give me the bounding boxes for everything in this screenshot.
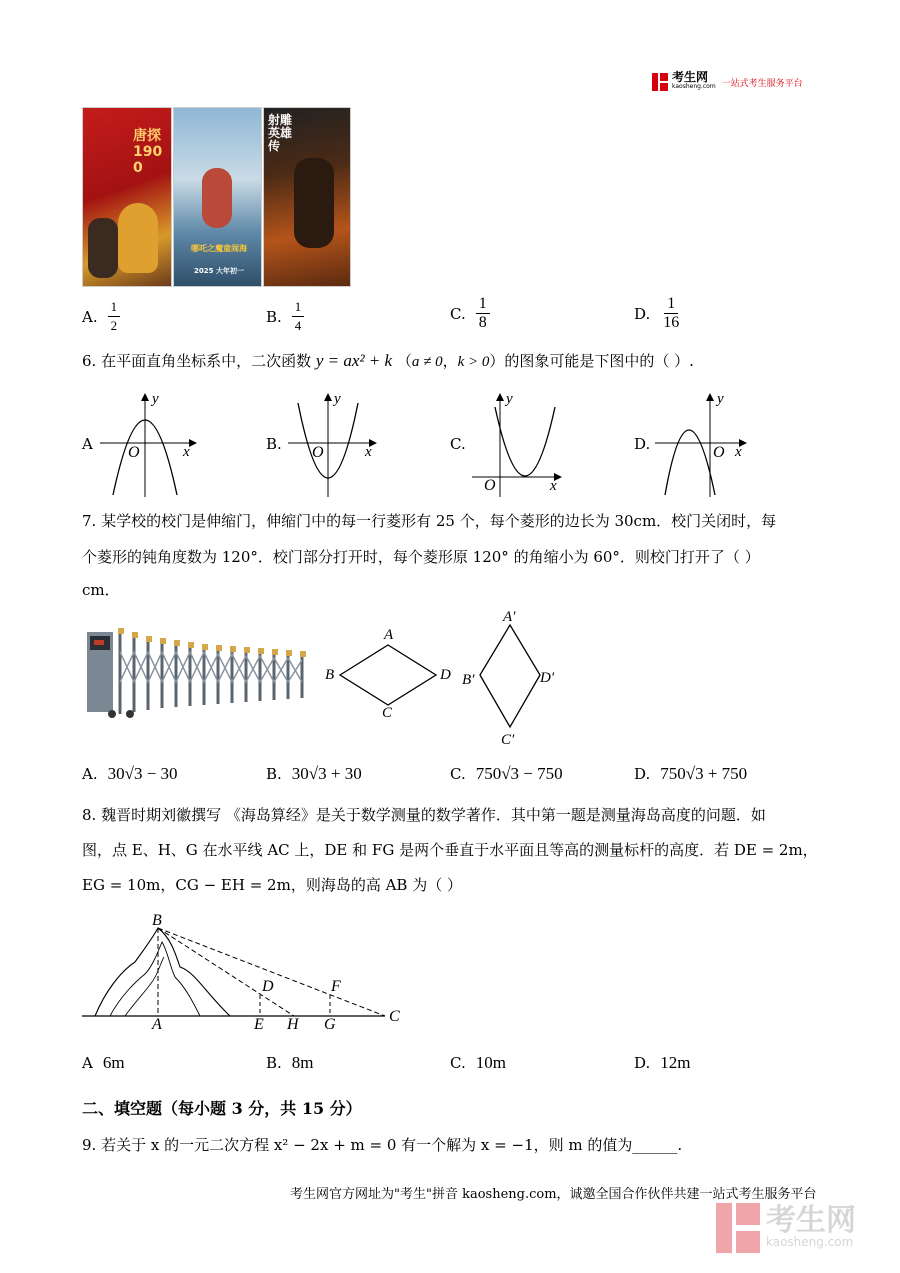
q9-text: 9. 若关于 x 的一元二次方程 x² − 2x + m = 0 有一个解为 x = −1，则 m 的值为______. bbox=[82, 1136, 683, 1154]
header-logo bbox=[652, 72, 803, 92]
q7-option-a[interactable]: A. 30√3 − 30 bbox=[82, 764, 178, 783]
q8-option-a-value: 6m bbox=[102, 1053, 125, 1072]
q8-point-h: H bbox=[287, 1016, 299, 1033]
q7-point-b: B bbox=[325, 667, 335, 683]
q5-option-b-label: B. bbox=[266, 307, 282, 326]
q7-point-a: A bbox=[384, 627, 394, 643]
q5-option-d-frac: $\frac{1}{16}$ bbox=[663, 295, 680, 331]
poster-tang bbox=[82, 107, 172, 287]
poster-title-3: 射雕英雄传 bbox=[268, 113, 293, 153]
q6-func: y = ax² + k bbox=[315, 351, 393, 370]
q6-stem: 6. 在平面直角坐标系中，二次函数 y = ax² + k （a ≠ 0，k > 0）的图象可能是下图中的（ ）. bbox=[82, 351, 694, 370]
q8-point-d: D bbox=[262, 978, 274, 995]
section2-title: 二、填空题（每小题 3 分，共 15 分） bbox=[82, 1099, 362, 1118]
q7-line2: 个菱形的钝角度数为 120°．校门部分打开时，每个菱形原 120° 的角缩小为 60°．则校门打开了（ ） bbox=[82, 548, 760, 566]
poster-nezha bbox=[173, 107, 262, 287]
q7-point-a2: A′ bbox=[503, 609, 516, 625]
q5-option-c-label: C. bbox=[450, 304, 466, 323]
q7-point-b2: B′ bbox=[462, 672, 475, 688]
logo-brand: 考生网 bbox=[672, 70, 709, 84]
q7-option-c-value: 750√3 − 750 bbox=[475, 764, 563, 783]
q8-point-e: E bbox=[254, 1016, 264, 1033]
q8-point-a: A bbox=[152, 1016, 162, 1033]
logo-mark-icon bbox=[652, 73, 668, 91]
q6-graph-b-label: B. bbox=[266, 435, 282, 453]
q7-gate-image bbox=[82, 622, 317, 722]
q6-cond2: k > 0 bbox=[457, 354, 490, 370]
watermark-brand-sub: kaosheng.com bbox=[766, 1235, 854, 1249]
q8-option-a[interactable]: A 6m bbox=[82, 1053, 125, 1072]
q7-option-d-value: 750√3 + 750 bbox=[660, 764, 748, 783]
footer-text: 考生网官方网址为"考生"拼音 kaosheng.com，诚邀全国合作伙伴共建一站式考生服务平台 bbox=[290, 1187, 817, 1202]
q8-option-b-value: 8m bbox=[291, 1053, 314, 1072]
q8-option-c[interactable]: C. 10m bbox=[450, 1053, 506, 1072]
q8-point-g: G bbox=[324, 1016, 336, 1033]
q7-option-b-value: 30√3 + 30 bbox=[291, 764, 362, 783]
q8-option-b[interactable]: B. 8m bbox=[266, 1053, 314, 1072]
q5-option-a-label: A. bbox=[82, 307, 98, 326]
q5-option-a[interactable] bbox=[82, 298, 120, 335]
q7-option-a-value: 30√3 − 30 bbox=[107, 764, 178, 783]
q5-option-b[interactable] bbox=[266, 298, 304, 335]
q8-option-c-value: 10m bbox=[475, 1053, 506, 1072]
q7-point-d: D bbox=[440, 667, 451, 683]
q7-option-b[interactable]: B. 30√3 + 30 bbox=[266, 764, 362, 783]
q7-option-c[interactable]: C. 750√3 − 750 bbox=[450, 764, 563, 783]
q7-point-c: C bbox=[382, 705, 393, 721]
q5-option-c[interactable] bbox=[450, 295, 490, 332]
q5-option-a-frac: $\frac{1}{2}$ bbox=[108, 298, 121, 335]
logo-brand-sub: kaosheng.com bbox=[672, 83, 716, 90]
watermark-brand: 考生网 bbox=[766, 1203, 856, 1238]
q7-line1: 7. 某学校的校门是伸缩门，伸缩门中的每一行菱形有 25 个，每个菱形的边长为 30cm．校门关闭时，每 bbox=[82, 512, 777, 530]
q8-point-b: B bbox=[152, 912, 162, 929]
q6-graph-d-label: D. bbox=[634, 435, 651, 453]
logo-slogan: 一站式考生服务平台 bbox=[721, 78, 803, 89]
q8-line1: 8. 魏晋时期刘徽撰写 《海岛算经》是关于数学测量的数学著作．其中第一题是测量海岛高度的问题．如 bbox=[82, 806, 766, 824]
q8-option-d[interactable]: D. 12m bbox=[634, 1053, 691, 1072]
q5-option-d-label: D. bbox=[634, 304, 651, 323]
poster-year-2: 2025 大年初一 bbox=[194, 267, 244, 275]
q7-point-c2: C′ bbox=[501, 732, 515, 748]
watermark-logo-icon bbox=[716, 1203, 760, 1253]
q8-line2: 图，点 E、H、G 在水平线 AC 上，DE 和 FG 是两个垂直于水平面且等高的测量标杆的高度．若 DE = 2m， bbox=[82, 841, 818, 859]
footer-watermark bbox=[716, 1203, 856, 1253]
poster-title-2: 哪吒之魔童闹海 bbox=[191, 244, 247, 253]
q8-point-c: C bbox=[389, 1008, 400, 1025]
q8-point-f: F bbox=[331, 978, 341, 995]
q6-graph-b[interactable] bbox=[288, 395, 375, 497]
q6-cond1: a ≠ 0 bbox=[411, 354, 443, 370]
q7-point-d2: D′ bbox=[540, 670, 555, 686]
q6-graph-c-label: C. bbox=[450, 435, 466, 453]
q7-line3: cm． bbox=[82, 581, 120, 599]
q5-option-d[interactable] bbox=[634, 295, 682, 332]
q8-island-figure bbox=[80, 912, 410, 1037]
q6-graph-d[interactable] bbox=[655, 395, 745, 497]
q8-line3: EG = 10m，CG − EH = 2m，则海岛的高 AB 为（ ） bbox=[82, 876, 462, 894]
q7-option-d[interactable]: D. 750√3 + 750 bbox=[634, 764, 748, 783]
poster-title-1: 唐探1900 bbox=[133, 128, 163, 176]
q5-option-b-frac: $\frac{1}{4}$ bbox=[292, 298, 305, 335]
poster-shediao bbox=[263, 107, 351, 287]
q5-option-c-frac: $\frac{1}{8}$ bbox=[476, 295, 490, 332]
q6-graph-a[interactable] bbox=[100, 395, 195, 497]
q8-option-d-value: 12m bbox=[660, 1053, 691, 1072]
q6-graph-a-label: A bbox=[82, 435, 93, 453]
